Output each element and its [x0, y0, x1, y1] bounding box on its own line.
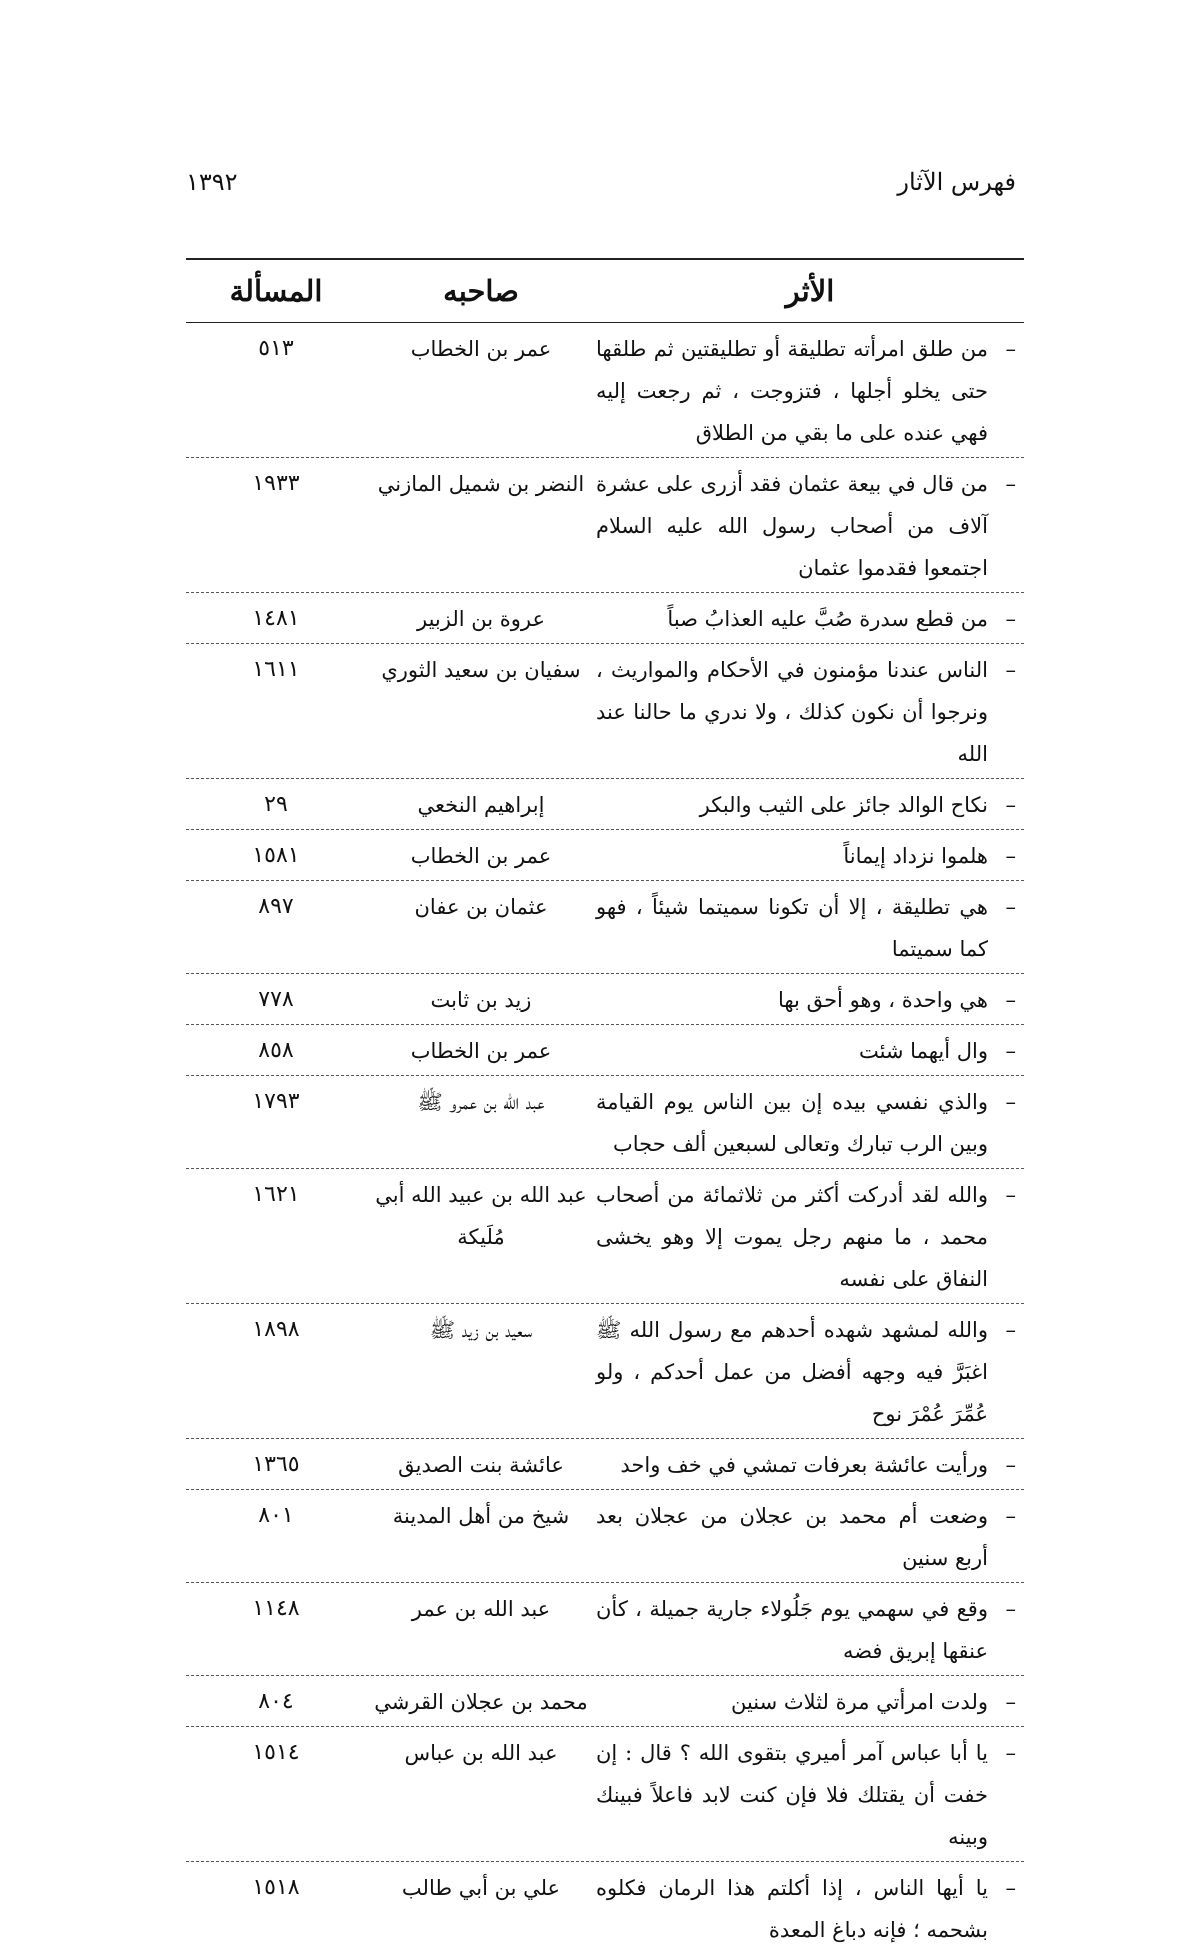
sahib-name: عمر بن الخطاب	[410, 1039, 552, 1063]
table-row	[186, 593, 1024, 644]
masala-number: ٥١٣	[258, 336, 294, 361]
athar-text: – من طلق امرأته تطليقة أو تطليقتين ثم طلقها حتى يخلو أجلها ، فتزوجت ، ثم رجعت إليه فهي عنده على ما بقي من الطلاق	[596, 328, 1024, 454]
table-header	[186, 260, 1024, 323]
sahib-name: زيد بن ثابت	[430, 988, 532, 1012]
masala-number: ٨٩٧	[258, 894, 294, 919]
table-row	[186, 779, 1024, 830]
athar-text: – يا أيها الناس ، إذا أكلتم هذا الرمان فكلوه بشحمه ؛ فإنه دباغ المعدة	[596, 1867, 1024, 1951]
table-row	[186, 1025, 1024, 1076]
sahib-name: عمر بن الخطاب	[410, 337, 552, 361]
athar-text: – وقع في سهمي يوم جَلُولاء جارية جميلة ، كأن عنقها إبريق فضه	[596, 1588, 1024, 1672]
athar-text: – ورأيت عائشة بعرفات تمشي في خف واحد	[596, 1444, 1024, 1486]
masala-number: ١٧٩٣	[252, 1089, 300, 1114]
column-header-masala: المسألة	[229, 274, 323, 308]
table-row	[186, 1583, 1024, 1676]
masala-number: ١٥٨١	[252, 843, 300, 868]
table-row	[186, 1676, 1024, 1727]
masala-number: ١٩٣٣	[252, 471, 300, 496]
athar-text: – هي تطليقة ، إلا أن تكونا سميتما شيئاً ، فهو كما سميتما	[596, 886, 1024, 970]
table-row	[186, 881, 1024, 974]
sahib-name: النضر بن شميل المازني	[377, 472, 585, 496]
table-row	[186, 1862, 1024, 1954]
sahib-name: عائشة بنت الصديق	[398, 1453, 564, 1477]
athar-text: – يا أبا عباس آمر أميري بتقوى الله ؟ قال : إن خفت أن يقتلك فلا فإن كنت لابد فاعلاً فبينك وبينه	[596, 1732, 1024, 1858]
masala-number: ١٥١٤	[252, 1740, 300, 1765]
table-row	[186, 830, 1024, 881]
sahib-name: عبد الله بن عمرو ﷺ	[417, 1090, 545, 1114]
sahib-name: إبراهيم النخعي	[417, 793, 545, 817]
sahib-name: عثمان بن عفان	[414, 895, 548, 919]
column-header-sahib: صاحبه	[443, 274, 519, 308]
masala-number: ٨٠١	[258, 1503, 294, 1528]
masala-number: ١٨٩٨	[252, 1317, 300, 1342]
table-body	[186, 323, 1024, 1954]
sahib-name: سفيان بن سعيد الثوري	[381, 658, 581, 682]
sahib-name: عمر بن الخطاب	[410, 844, 552, 868]
athar-text: – ولدت امرأتي مرة لثلاث سنين	[596, 1681, 1024, 1723]
athar-text: – والله لمشهد شهده أحدهم مع رسول الله ﷺ اغبَرَّ فيه وجهه أفضل من عمل أحدكم ، ولو عُمِّرَ عُمْرَ نوح	[596, 1309, 1024, 1435]
sahib-name: عبد الله بن عباس	[404, 1741, 558, 1765]
table-row	[186, 1490, 1024, 1583]
page-header	[186, 168, 1016, 204]
athar-text: – الناس عندنا مؤمنون في الأحكام والمواريث ، ونرجوا أن نكون كذلك ، ولا ندري ما حالنا عند الله	[596, 649, 1024, 775]
athar-text: – هلموا نزداد إيماناً	[596, 835, 1024, 877]
table-row	[186, 974, 1024, 1025]
masala-number: ١٤٨١	[252, 606, 300, 631]
masala-number: ٨٥٨	[258, 1038, 294, 1063]
masala-number: ١٦٢١	[252, 1182, 300, 1207]
table-row	[186, 1169, 1024, 1304]
athar-index-table	[186, 258, 1024, 1954]
running-title: فهرس الآثار	[897, 168, 1016, 196]
masala-number: ١١٤٨	[252, 1596, 300, 1621]
athar-text: – والله لقد أدركت أكثر من ثلاثمائة من أصحاب محمد ، ما منهم رجل يموت إلا وهو يخشى النفاق على نفسه	[596, 1174, 1024, 1300]
page-number: ١٣٩٢	[186, 168, 238, 196]
athar-text: – هي واحدة ، وهو أحق بها	[596, 979, 1024, 1021]
athar-text: – من قطع سدرة صُبَّ عليه العذابُ صباً	[596, 598, 1024, 640]
sahib-name: شيخ من أهل المدينة	[392, 1504, 570, 1528]
sahib-name: عروة بن الزبير	[416, 607, 546, 631]
athar-text: – نكاح الوالد جائز على الثيب والبكر	[596, 784, 1024, 826]
masala-number: ١٥١٨	[252, 1875, 300, 1900]
table-row	[186, 644, 1024, 779]
sahib-name: عبد الله بن عبيد الله أبي مُلَيكة	[375, 1183, 587, 1249]
sahib-name: سعيد بن زيد ﷺ	[429, 1318, 533, 1342]
athar-text: – من قال في بيعة عثمان فقد أزرى على عشرة آلاف من أصحاب رسول الله عليه السلام اجتمعوا فقدموا عثمان	[596, 463, 1024, 589]
masala-number: ٨٠٤	[258, 1689, 294, 1714]
table-row	[186, 323, 1024, 458]
sahib-name: علي بن أبي طالب	[401, 1876, 561, 1900]
table-row	[186, 458, 1024, 593]
sahib-name: عبد الله بن عمر	[411, 1597, 551, 1621]
masala-number: ٧٧٨	[258, 987, 294, 1012]
athar-text: – والذي نفسي بيده إن بين الناس يوم القيامة وبين الرب تبارك وتعالى لسبعين ألف حجاب	[596, 1081, 1024, 1165]
masala-number: ١٣٦٥	[252, 1452, 300, 1477]
masala-number: ١٦١١	[252, 657, 300, 682]
athar-text: – وال أيهما شئت	[596, 1030, 1024, 1072]
table-row	[186, 1727, 1024, 1862]
athar-text: – وضعت أم محمد بن عجلان من عجلان بعد أربع سنين	[596, 1495, 1024, 1579]
table-row	[186, 1076, 1024, 1169]
masala-number: ٢٩	[264, 792, 288, 817]
sahib-name: محمد بن عجلان القرشي	[374, 1690, 588, 1714]
column-header-athar: الأثر	[785, 274, 835, 308]
table-row	[186, 1304, 1024, 1439]
table-row	[186, 1439, 1024, 1490]
